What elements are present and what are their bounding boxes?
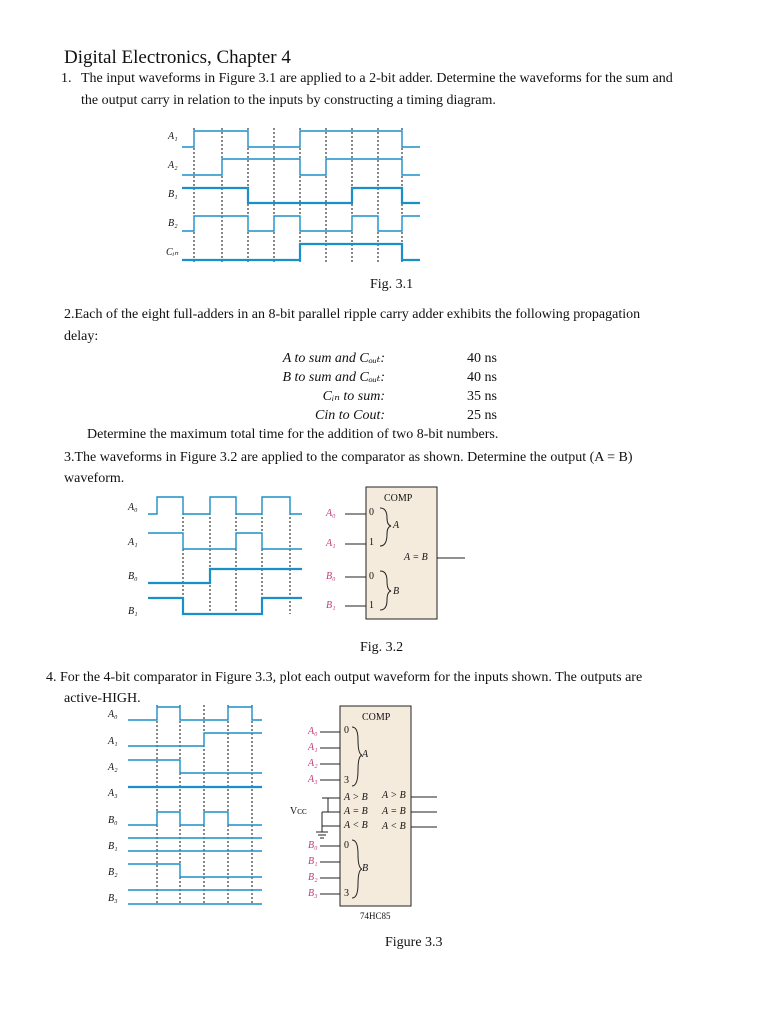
wave-fig33-a1 bbox=[128, 733, 262, 746]
chip-part-number: 74HC85 bbox=[360, 911, 391, 921]
q2-text-line1: 2.Each of the eight full-adders in an 8-bit parallel ripple carry adder exhibits the following propagation bbox=[64, 307, 641, 322]
fig33-label-a3: A₃ bbox=[108, 788, 118, 799]
fig32-label-a1: A₁ bbox=[128, 537, 138, 548]
wave-fig33-b1 bbox=[128, 838, 262, 851]
comp33-pin-b1: B₁ bbox=[308, 856, 318, 867]
q4-text-line1: 4. For the 4-bit comparator in Figure 3.3, plot each output waveform for the inputs shown. The outputs are bbox=[46, 670, 643, 685]
comp33-cascade-eq: A = B bbox=[344, 806, 368, 817]
fig33-caption: Figure 3.3 bbox=[385, 935, 443, 950]
fig33-label-b2: B₂ bbox=[108, 867, 118, 878]
q2-text-line2: delay: bbox=[64, 329, 99, 344]
comp33-bit-a3: 3 bbox=[344, 775, 349, 786]
q1-text-line1: The input waveforms in Figure 3.1 are applied to a 2-bit adder. Determine the waveforms for the sum and bbox=[81, 71, 673, 86]
q3-text-line2: waveform. bbox=[64, 471, 125, 486]
fig33-label-b3: B₃ bbox=[108, 893, 118, 904]
q4-text-line2: active-HIGH. bbox=[64, 691, 141, 706]
fig32-label-b0: B₀ bbox=[128, 571, 138, 582]
comp32-pin-a0: A₀ bbox=[326, 508, 336, 519]
comp33-group-b: B bbox=[362, 863, 369, 874]
comp32-bit-a1: 1 bbox=[369, 537, 374, 548]
comp32-bit-a0: 0 bbox=[369, 507, 374, 518]
wave-fig33-b3 bbox=[128, 890, 262, 904]
comp33-label: COMP bbox=[362, 712, 391, 723]
fig33-label-b0: B₀ bbox=[108, 815, 118, 826]
fig31-label-a2: A₂ bbox=[168, 160, 178, 171]
fig31-label-b1: B₁ bbox=[168, 189, 178, 200]
comp33-pin-b3: B₃ bbox=[308, 888, 318, 899]
delay-label-cin-cout: Cin to Cout: bbox=[314, 408, 385, 423]
comp33-bit-b0: 0 bbox=[344, 840, 349, 851]
comp32-pin-b1: B₁ bbox=[326, 600, 336, 611]
fig33-label-a1: A₁ bbox=[108, 736, 118, 747]
q1-text-line2: the output carry in relation to the inputs by constructing a timing diagram. bbox=[81, 93, 496, 108]
comp32-output-label: A = B bbox=[404, 552, 428, 563]
delay-value-a: 40 ns bbox=[467, 351, 497, 366]
q3-text-line1: 3.The waveforms in Figure 3.2 are applied to the comparator as shown. Determine the output (A = B) bbox=[64, 450, 633, 465]
comp33-pin-a0: A₀ bbox=[308, 726, 318, 737]
comp33-pin-a1: A₁ bbox=[308, 742, 318, 753]
comp33-bit-b3: 3 bbox=[344, 888, 349, 899]
comp32-group-b: B bbox=[393, 586, 400, 597]
comp33-cascade-gt: A > B bbox=[344, 792, 368, 803]
comp33-output-eq: A = B bbox=[382, 806, 406, 817]
delay-label-a: A to sum and Cₒᵤₜ: bbox=[282, 351, 385, 366]
comp33-output-gt: A > B bbox=[382, 790, 406, 801]
q2-footer: Determine the maximum total time for the addition of two 8-bit numbers. bbox=[87, 427, 499, 442]
fig33-label-b1: B₁ bbox=[108, 841, 118, 852]
wave-fig33-a0 bbox=[128, 707, 262, 720]
fig33-label-a2: A₂ bbox=[108, 762, 118, 773]
comp33-output-lt: A < B bbox=[382, 821, 406, 832]
wave-fig33-b2 bbox=[128, 864, 262, 877]
delay-label-cin-sum: Cᵢₙ to sum: bbox=[322, 389, 385, 404]
q1-number: 1. bbox=[61, 71, 72, 86]
comp32-pin-b0: B₀ bbox=[326, 571, 336, 582]
fig32-label-a0: A₀ bbox=[128, 502, 138, 513]
delay-value-cin-cout: 25 ns bbox=[467, 408, 497, 423]
comp32-bit-b0: 0 bbox=[369, 571, 374, 582]
fig31-label-a1: A₁ bbox=[168, 131, 178, 142]
fig31-label-cin: Cᵢₙ bbox=[166, 247, 179, 258]
delay-value-cin-sum: 35 ns bbox=[467, 389, 497, 404]
comp32-label: COMP bbox=[384, 493, 413, 504]
comp33-pin-b0: B₀ bbox=[308, 840, 318, 851]
comp33-pin-a2: A₂ bbox=[308, 758, 318, 769]
page-title: Digital Electronics, Chapter 4 bbox=[64, 47, 291, 68]
fig32-label-b1: B₁ bbox=[128, 606, 138, 617]
fig31-caption: Fig. 3.1 bbox=[370, 277, 414, 292]
delay-value-b: 40 ns bbox=[467, 370, 497, 385]
delay-label-b: B to sum and Cₒᵤₜ: bbox=[282, 370, 385, 385]
fig32-caption: Fig. 3.2 bbox=[360, 640, 404, 655]
fig33-label-a0: A₀ bbox=[108, 709, 118, 720]
comp33-group-a: A bbox=[362, 749, 369, 760]
comp33-pin-b2: B₂ bbox=[308, 872, 318, 883]
vcc-label: Vᴄᴄ bbox=[290, 806, 307, 817]
comp33-bit-a0: 0 bbox=[344, 725, 349, 736]
fig31-label-b2: B₂ bbox=[168, 218, 178, 229]
comp32-pin-a1: A₁ bbox=[326, 538, 336, 549]
comp33-pin-a3: A₃ bbox=[308, 774, 318, 785]
comp32-group-a: A bbox=[393, 520, 400, 531]
wave-fig33-a2 bbox=[128, 760, 262, 773]
comp32-bit-b1: 1 bbox=[369, 600, 374, 611]
wave-fig33-b0 bbox=[128, 812, 262, 825]
comp33-cascade-lt: A < B bbox=[344, 820, 368, 831]
